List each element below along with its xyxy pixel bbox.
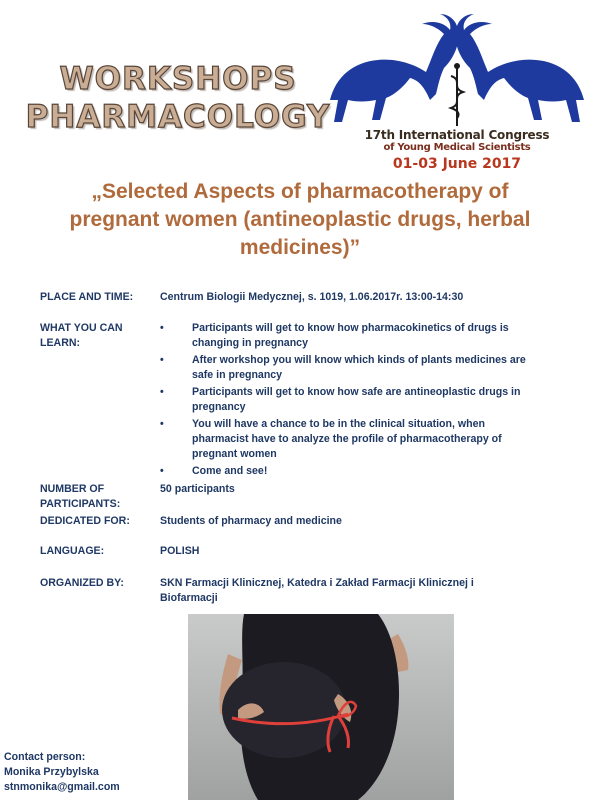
participants-value: 50 participants	[160, 483, 235, 495]
contact-block	[4, 750, 184, 795]
bullet-icon: •	[160, 418, 164, 430]
language-label: LANGUAGE:	[40, 545, 105, 557]
list-item: • Participants will get to know how pharmacokinetics of drugs is changing in pregnancy	[160, 322, 509, 349]
participants-label: NUMBER OF PARTICIPANTS:	[40, 483, 121, 510]
title-line-2: pregnant women (antineoplastic drugs, herbal	[69, 208, 531, 231]
title-line-1: „Selected Aspects of pharmacotherapy of	[91, 180, 509, 203]
learn-list	[160, 321, 560, 481]
title-line-3: medicines)”	[239, 236, 361, 259]
list-item: • After workshop you will know which kinds of plants medicines are safe in pregnancy	[160, 354, 526, 381]
organized-value: SKN Farmacji Klinicznej, Katedra i Zakład Farmacji Klinicznej i Biofarmacji	[160, 577, 474, 604]
headline-line-1: WORKSHOPS	[59, 61, 297, 97]
bullet-icon: •	[160, 386, 164, 398]
learn-label: WHAT YOU CAN LEARN:	[40, 322, 123, 349]
congress-name-line-1: 17th International Congress	[364, 128, 550, 142]
workshop-headline	[18, 60, 338, 136]
dedicated-label: DEDICATED FOR:	[40, 515, 130, 527]
bullet-icon: •	[160, 354, 164, 366]
pregnant-woman-with-red-ribbon-photo	[188, 614, 454, 800]
place-value: Centrum Biologii Medycznej, s. 1019, 1.06.2017r. 13:00-14:30	[160, 291, 464, 303]
contact-label: Contact person:	[4, 751, 86, 763]
list-item: • You will have a chance to be in the clinical situation, when pharmacist have to analyze the profile of pharmacotherapy of pregnant women	[160, 418, 502, 460]
language-value: POLISH	[160, 545, 200, 557]
contact-email[interactable]: stnmonika@gmail.com	[4, 781, 120, 793]
list-item: • Come and see!	[160, 465, 268, 477]
dedicated-value: Students of pharmacy and medicine	[160, 515, 342, 527]
bullet-icon: •	[160, 465, 164, 477]
organized-label: ORGANIZED BY:	[40, 577, 124, 589]
place-label: PLACE AND TIME:	[40, 291, 134, 303]
congress-dates: 01-03 June 2017	[392, 156, 522, 172]
bullet-icon: •	[160, 322, 164, 334]
congress-logo	[326, 14, 588, 174]
congress-name-line-2: of Young Medical Scientists	[383, 142, 531, 153]
workshop-title	[40, 178, 560, 262]
goats-and-caduceus-logo-icon	[326, 14, 588, 132]
list-item: • Participants will get to know how safe are antineoplastic drugs in pregnancy	[160, 386, 521, 413]
contact-name: Monika Przybylska	[4, 766, 99, 778]
headline-line-2: PHARMACOLOGY	[25, 99, 331, 135]
